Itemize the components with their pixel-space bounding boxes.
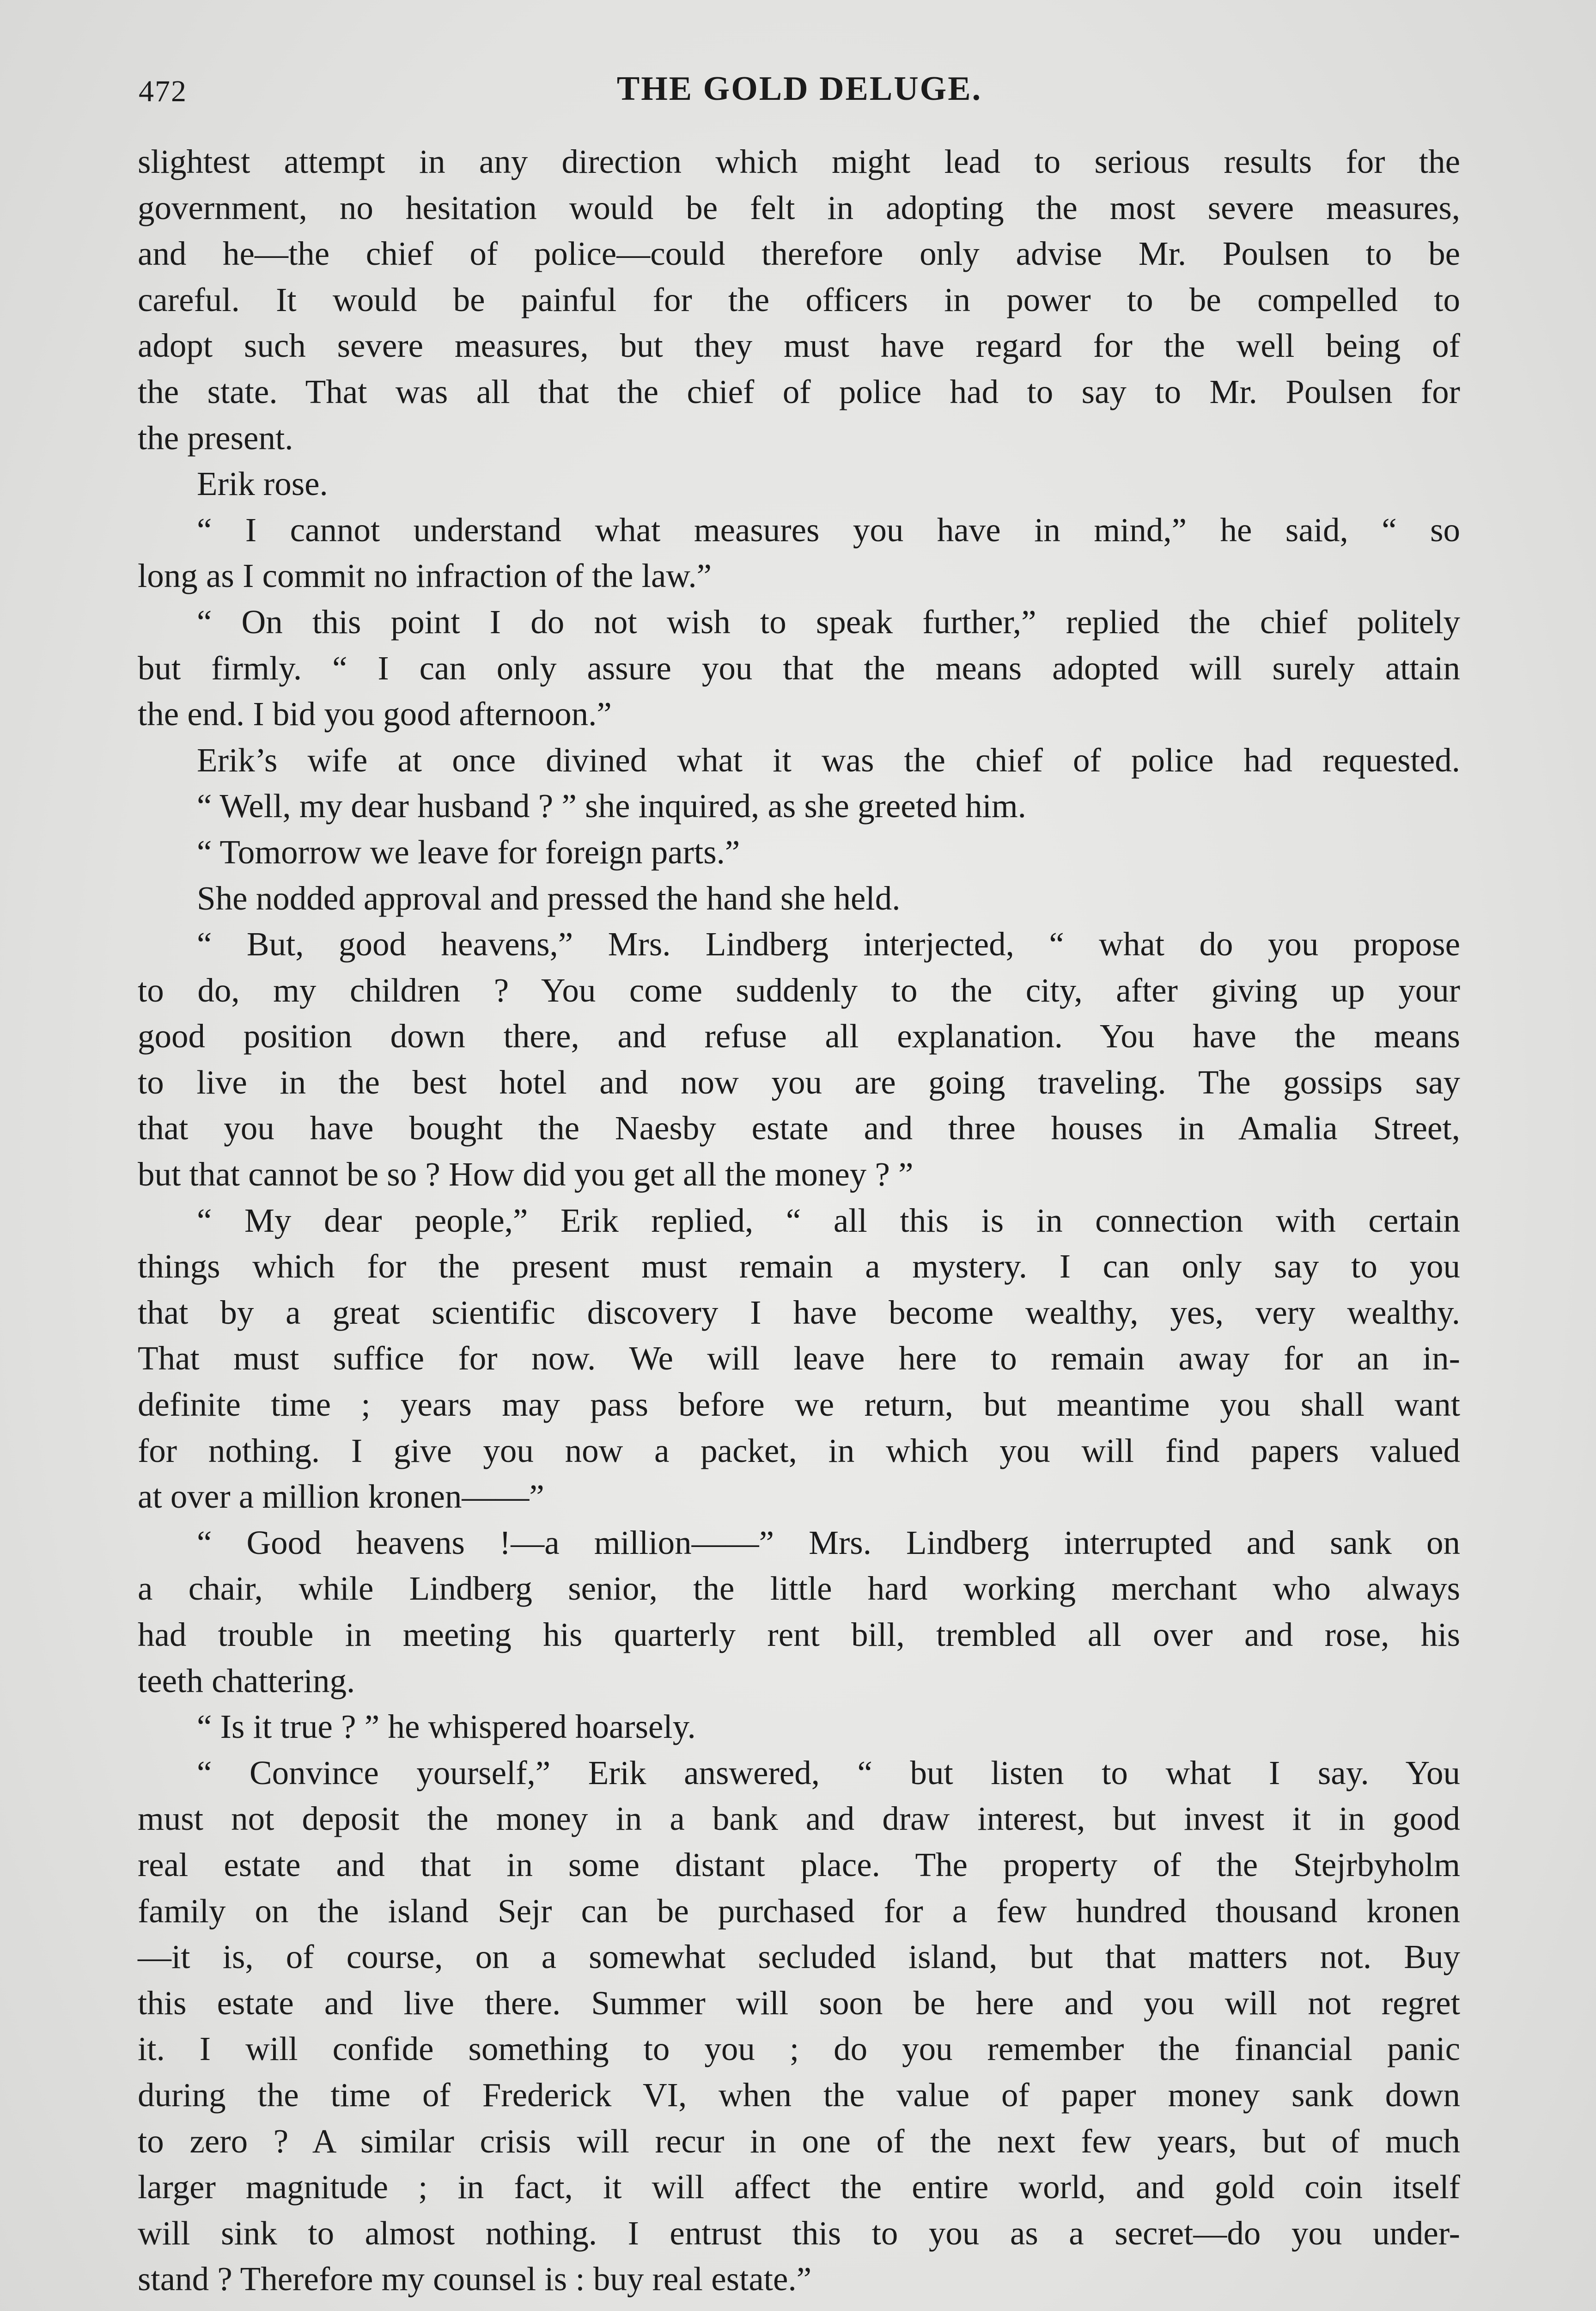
text-line: long as I commit no infraction of the law.” <box>138 557 712 595</box>
text-line: stand ? Therefore my counsel is : buy real estate.” <box>138 2260 812 2298</box>
text-line: “ Is it true ? ” he whispered hoarsely. <box>197 1708 696 1746</box>
text-line: “ Good heavens !—a million——” Mrs. Lindberg interrupted and sank on <box>197 1523 1460 1561</box>
text-line: during the time of Frederick VI, when the value of paper money sank down <box>138 2076 1460 2114</box>
text-line: She nodded approval and pressed the hand she held. <box>197 879 901 917</box>
text-line: larger magnitude ; in fact, it will affect the entire world, and gold coin itself <box>138 2168 1460 2206</box>
text-line: to do, my children ? You come suddenly to the city, after giving up your <box>138 971 1460 1009</box>
text-line: That must suffice for now. We will leave here to remain away for an in- <box>138 1339 1460 1377</box>
text-line: “ My dear people,” Erik replied, “ all this is in connection with certain <box>197 1201 1460 1239</box>
text-line: good position down there, and refuse all explanation. You have the means <box>138 1017 1460 1055</box>
text-line: —it is, of course, on a somewhat secluded island, but that matters not. Buy <box>138 1938 1460 1976</box>
text-line: careful. It would be painful for the officers in power to be compelled to <box>138 281 1460 318</box>
text-line: “ On this point I do not wish to speak further,” replied the chief politely <box>197 603 1460 641</box>
text-line: “ I cannot understand what measures you have in mind,” he said, “ so <box>197 511 1460 549</box>
text-line: family on the island Sejr can be purchased for a few hundred thousand kronen <box>138 1892 1460 1930</box>
text-line: the end. I bid you good afternoon.” <box>138 695 612 733</box>
text-line: must not deposit the money in a bank and draw interest, but invest it in good <box>138 1800 1460 1838</box>
text-line: had trouble in meeting his quarterly rent bill, trembled all over and rose, his <box>138 1616 1460 1653</box>
body-text <box>138 139 1460 2302</box>
text-line: and he—the chief of police—could therefore only advise Mr. Poulsen to be <box>138 235 1460 273</box>
text-line: to zero ? A similar crisis will recur in one of the next few years, but of much <box>138 2122 1460 2160</box>
text-line: a chair, while Lindberg senior, the little hard working merchant who always <box>138 1570 1460 1608</box>
text-line: will sink to almost nothing. I entrust this to you as a secret—do you under- <box>138 2214 1460 2252</box>
running-title: THE GOLD DELUGE. <box>616 70 982 108</box>
running-head <box>139 69 1460 120</box>
text-line: for nothing. I give you now a packet, in which you will find papers valued <box>138 1431 1460 1469</box>
text-line: things which for the present must remain a mystery. I can only say to you <box>138 1247 1460 1285</box>
text-line: government, no hesitation would be felt in adopting the most severe measures, <box>138 189 1460 226</box>
text-line: definite time ; years may pass before we return, but meantime you shall want <box>138 1386 1460 1424</box>
text-line: at over a million kronen——” <box>138 1478 544 1516</box>
text-line: Erik rose. <box>197 465 328 503</box>
text-line: this estate and live there. Summer will soon be here and you will not regret <box>138 1984 1460 2022</box>
text-line: “ But, good heavens,” Mrs. Lindberg interjected, “ what do you propose <box>197 925 1460 963</box>
text-line: but that cannot be so ? How did you get all the money ? ” <box>138 1156 914 1193</box>
text-line: slightest attempt in any direction which might lead to serious results for the <box>138 143 1460 180</box>
text-line: “ Well, my dear husband ? ” she inquired, as she greeted him. <box>197 787 1026 825</box>
text-line: the state. That was all that the chief of police had to say to Mr. Poulsen for <box>138 373 1460 410</box>
page-number: 472 <box>139 74 187 108</box>
text-line: the present. <box>138 419 293 457</box>
text-line: Erik’s wife at once divined what it was the chief of police had requested. <box>197 741 1460 779</box>
text-line: that you have bought the Naesby estate and three houses in Amalia Street, <box>138 1109 1460 1147</box>
text-line: it. I will confide something to you ; do you remember the financial panic <box>138 2030 1460 2068</box>
text-line: “ Convince yourself,” Erik answered, “ but listen to what I say. You <box>197 1754 1460 1791</box>
text-line: adopt such severe measures, but they must have regard for the well being of <box>138 327 1460 365</box>
text-line: teeth chattering. <box>138 1662 355 1700</box>
text-line: that by a great scientific discovery I have become wealthy, yes, very wealthy. <box>138 1293 1460 1331</box>
text-line: “ Tomorrow we leave for foreign parts.” <box>197 833 740 871</box>
text-line: but firmly. “ I can only assure you that the means adopted will surely attain <box>138 649 1460 687</box>
text-line: to live in the best hotel and now you are going traveling. The gossips say <box>138 1063 1460 1101</box>
text-line: real estate and that in some distant place. The property of the Stejrbyholm <box>138 1846 1460 1883</box>
